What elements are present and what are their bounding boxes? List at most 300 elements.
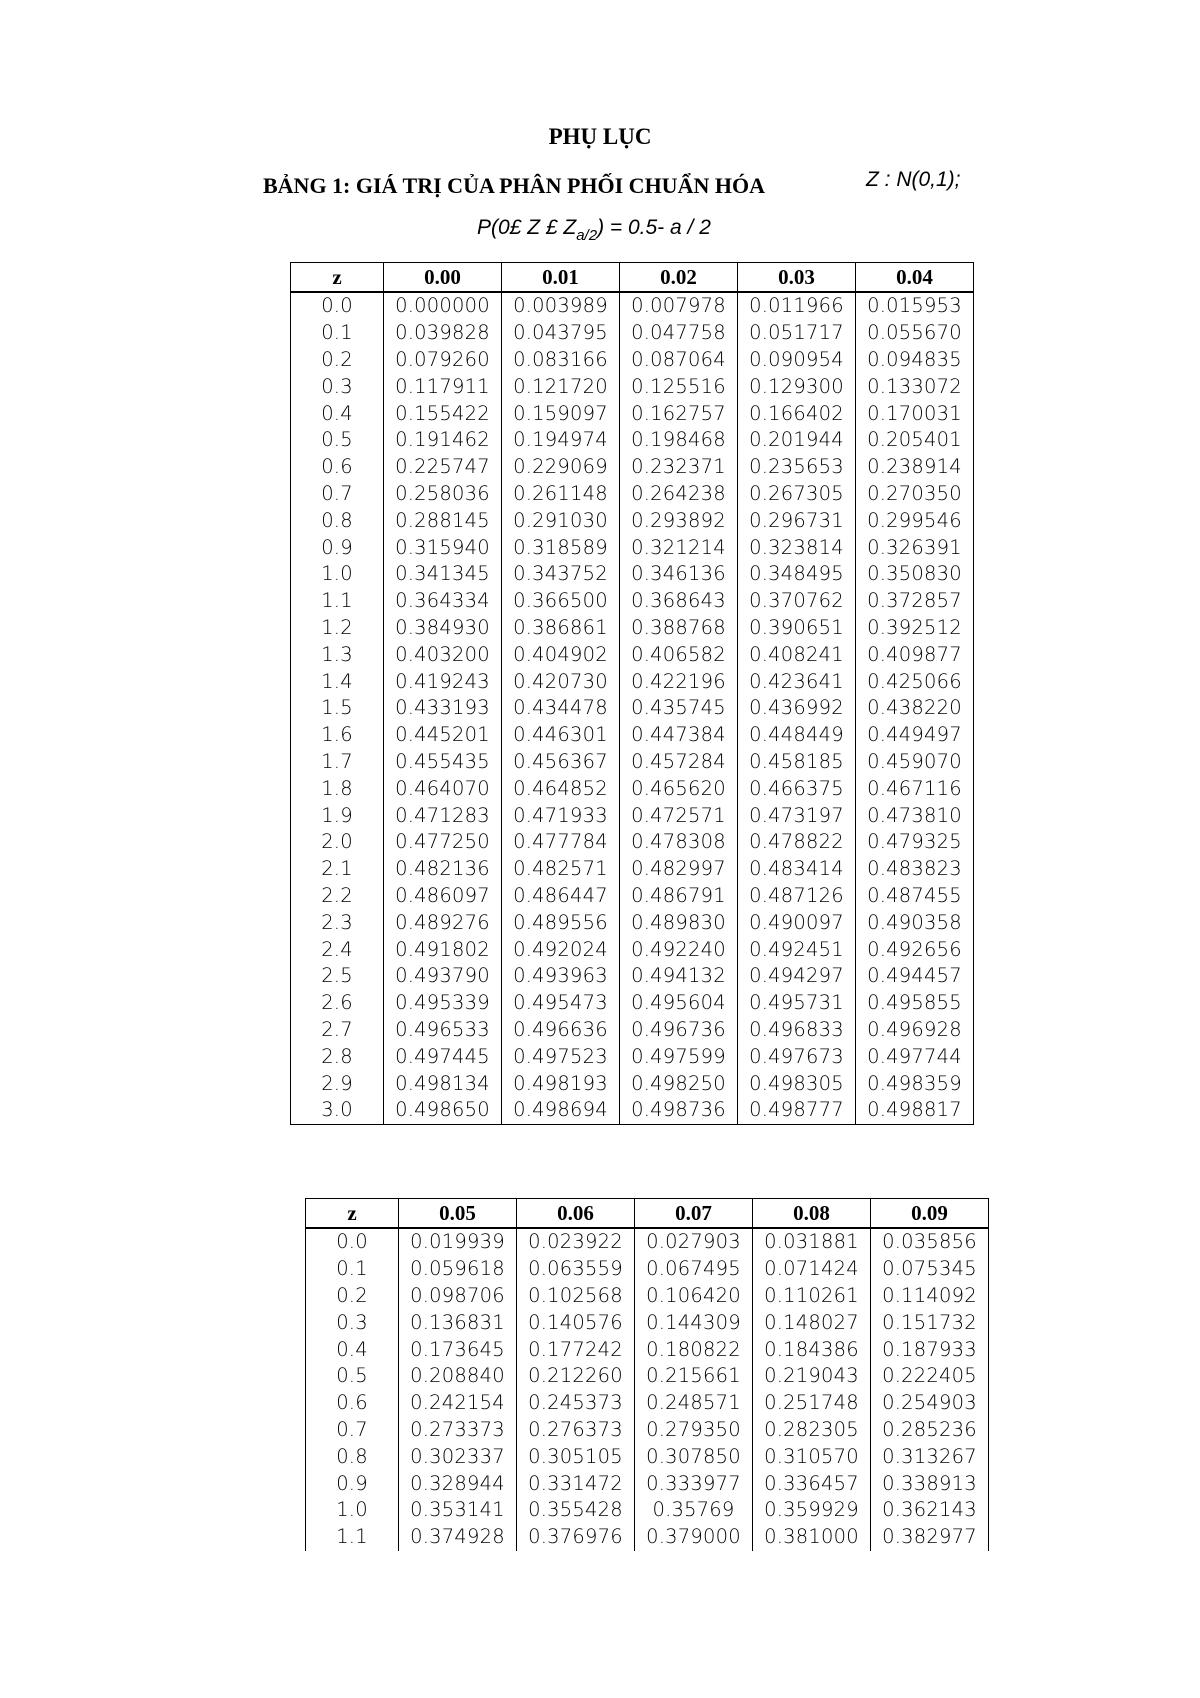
- z-value-cell: 1.6: [291, 722, 384, 749]
- table-row: [291, 963, 974, 990]
- probability-cell: 0.498359: [856, 1070, 974, 1097]
- column-header: 0.08: [753, 1199, 871, 1229]
- table-row: [291, 292, 974, 320]
- probability-cell: 0.238914: [856, 454, 974, 481]
- probability-cell: 0.497599: [620, 1043, 738, 1070]
- table-row: [291, 909, 974, 936]
- probability-cell: 0.498193: [502, 1070, 620, 1097]
- table-row: [306, 1524, 989, 1551]
- probability-cell: 0.419243: [384, 668, 502, 695]
- column-header: 0.06: [517, 1199, 635, 1229]
- table-row: [291, 427, 974, 454]
- probability-cell: 0.267305: [738, 481, 856, 508]
- z-value-cell: 2.7: [291, 1017, 384, 1044]
- probability-cell: 0.098706: [399, 1283, 517, 1310]
- probability-cell: 0.477784: [502, 829, 620, 856]
- probability-cell: 0.477250: [384, 829, 502, 856]
- probability-cell: 0.326391: [856, 534, 974, 561]
- probability-cell: 0.388768: [620, 615, 738, 642]
- probability-cell: 0.273373: [399, 1417, 517, 1444]
- probability-cell: 0.059618: [399, 1256, 517, 1283]
- probability-cell: 0.422196: [620, 668, 738, 695]
- z-table-part-1: [290, 262, 974, 1125]
- z-value-cell: 1.4: [291, 668, 384, 695]
- z-value-cell: 0.7: [306, 1417, 399, 1444]
- probability-cell: 0.471283: [384, 802, 502, 829]
- probability-cell: 0.177242: [517, 1336, 635, 1363]
- probability-cell: 0.498134: [384, 1070, 502, 1097]
- probability-cell: 0.372857: [856, 588, 974, 615]
- table-row: [291, 534, 974, 561]
- z-value-cell: 2.3: [291, 909, 384, 936]
- probability-cell: 0.159097: [502, 400, 620, 427]
- probability-cell: 0.370762: [738, 588, 856, 615]
- z-value-cell: 1.0: [306, 1497, 399, 1524]
- probability-cell: 0.133072: [856, 373, 974, 400]
- table-row: [291, 856, 974, 883]
- probability-cell: 0.483823: [856, 856, 974, 883]
- probability-cell: 0.071424: [753, 1256, 871, 1283]
- z-value-cell: 0.4: [306, 1336, 399, 1363]
- table-row: [291, 829, 974, 856]
- table-row: [306, 1390, 989, 1417]
- probability-cell: 0.323814: [738, 534, 856, 561]
- probability-formula-suffix: ) = 0.5- a / 2: [597, 216, 711, 239]
- probability-cell: 0.379000: [635, 1524, 753, 1551]
- table-row: [291, 1097, 974, 1124]
- probability-cell: 0.194974: [502, 427, 620, 454]
- probability-cell: 0.187933: [871, 1336, 989, 1363]
- probability-cell: 0.166402: [738, 400, 856, 427]
- probability-cell: 0.039828: [384, 320, 502, 347]
- probability-cell: 0.051717: [738, 320, 856, 347]
- probability-cell: 0.366500: [502, 588, 620, 615]
- probability-cell: 0.359929: [753, 1497, 871, 1524]
- probability-cell: 0.248571: [635, 1390, 753, 1417]
- probability-cell: 0.436992: [738, 695, 856, 722]
- probability-cell: 0.496636: [502, 1017, 620, 1044]
- table-row: [291, 454, 974, 481]
- column-header: 0.09: [871, 1199, 989, 1229]
- column-header-z: z: [291, 263, 384, 293]
- table-row: [291, 990, 974, 1017]
- probability-cell: 0.425066: [856, 668, 974, 695]
- probability-cell: 0.279350: [635, 1417, 753, 1444]
- probability-cell: 0.229069: [502, 454, 620, 481]
- probability-cell: 0.251748: [753, 1390, 871, 1417]
- z-value-cell: 0.8: [306, 1443, 399, 1470]
- probability-cell: 0.299546: [856, 507, 974, 534]
- probability-cell: 0.011966: [738, 292, 856, 320]
- probability-cell: 0.310570: [753, 1443, 871, 1470]
- probability-cell: 0.027903: [635, 1228, 753, 1256]
- table-header-row: [291, 263, 974, 293]
- probability-cell: 0.495855: [856, 990, 974, 1017]
- z-value-cell: 2.8: [291, 1043, 384, 1070]
- table-row: [291, 749, 974, 776]
- probability-cell: 0.121720: [502, 373, 620, 400]
- table-row: [291, 588, 974, 615]
- probability-cell: 0.491802: [384, 936, 502, 963]
- column-header-z: z: [306, 1199, 399, 1229]
- table-row: [306, 1256, 989, 1283]
- table-row: [306, 1443, 989, 1470]
- probability-cell: 0.404902: [502, 641, 620, 668]
- probability-cell: 0.482136: [384, 856, 502, 883]
- probability-cell: 0.495473: [502, 990, 620, 1017]
- probability-cell: 0.350830: [856, 561, 974, 588]
- probability-cell: 0.478822: [738, 829, 856, 856]
- probability-cell: 0.409877: [856, 641, 974, 668]
- probability-formula-prefix: P(0£ Z £ Z: [477, 216, 577, 239]
- probability-cell: 0.458185: [738, 749, 856, 776]
- probability-cell: 0.498777: [738, 1097, 856, 1124]
- probability-cell: 0.464852: [502, 775, 620, 802]
- probability-cell: 0.000000: [384, 292, 502, 320]
- probability-cell: 0.285236: [871, 1417, 989, 1444]
- probability-cell: 0.493963: [502, 963, 620, 990]
- z-value-cell: 0.6: [291, 454, 384, 481]
- probability-cell: 0.162757: [620, 400, 738, 427]
- probability-cell: 0.376976: [517, 1524, 635, 1551]
- probability-cell: 0.094835: [856, 347, 974, 374]
- z-value-cell: 2.6: [291, 990, 384, 1017]
- probability-cell: 0.490097: [738, 909, 856, 936]
- probability-cell: 0.355428: [517, 1497, 635, 1524]
- probability-cell: 0.102568: [517, 1283, 635, 1310]
- probability-cell: 0.270350: [856, 481, 974, 508]
- probability-cell: 0.090954: [738, 347, 856, 374]
- probability-cell: 0.472571: [620, 802, 738, 829]
- probability-cell: 0.465620: [620, 775, 738, 802]
- probability-cell: 0.438220: [856, 695, 974, 722]
- probability-cell: 0.007978: [620, 292, 738, 320]
- probability-cell: 0.382977: [871, 1524, 989, 1551]
- probability-cell: 0.125516: [620, 373, 738, 400]
- probability-cell: 0.489556: [502, 909, 620, 936]
- probability-formula: [477, 216, 711, 244]
- probability-cell: 0.408241: [738, 641, 856, 668]
- table-caption: BẢNG 1: GIÁ TRỊ CỦA PHÂN PHỐI CHUẨN HÓA: [263, 173, 765, 198]
- probability-cell: 0.496928: [856, 1017, 974, 1044]
- probability-cell: 0.321214: [620, 534, 738, 561]
- probability-cell: 0.305105: [517, 1443, 635, 1470]
- probability-cell: 0.198468: [620, 427, 738, 454]
- table-row: [291, 668, 974, 695]
- table-row: [291, 802, 974, 829]
- probability-cell: 0.019939: [399, 1228, 517, 1256]
- probability-cell: 0.063559: [517, 1256, 635, 1283]
- column-header: 0.04: [856, 263, 974, 293]
- probability-cell: 0.456367: [502, 749, 620, 776]
- probability-cell: 0.258036: [384, 481, 502, 508]
- probability-cell: 0.110261: [753, 1283, 871, 1310]
- z-value-cell: 1.1: [306, 1524, 399, 1551]
- probability-cell: 0.264238: [620, 481, 738, 508]
- table-row: [291, 1070, 974, 1097]
- probability-cell: 0.315940: [384, 534, 502, 561]
- z-value-cell: 1.3: [291, 641, 384, 668]
- probability-cell: 0.486097: [384, 883, 502, 910]
- z-value-cell: 0.2: [306, 1283, 399, 1310]
- probability-cell: 0.496533: [384, 1017, 502, 1044]
- z-value-cell: 2.9: [291, 1070, 384, 1097]
- probability-cell: 0.055670: [856, 320, 974, 347]
- probability-cell: 0.473810: [856, 802, 974, 829]
- probability-cell: 0.336457: [753, 1470, 871, 1497]
- probability-cell: 0.328944: [399, 1470, 517, 1497]
- probability-cell: 0.219043: [753, 1363, 871, 1390]
- probability-formula-subscript: a/2: [576, 227, 598, 244]
- table-row: [306, 1309, 989, 1336]
- z-value-cell: 0.3: [291, 373, 384, 400]
- z-value-cell: 2.1: [291, 856, 384, 883]
- probability-cell: 0.333977: [635, 1470, 753, 1497]
- probability-cell: 0.406582: [620, 641, 738, 668]
- column-header: 0.03: [738, 263, 856, 293]
- probability-cell: 0.381000: [753, 1524, 871, 1551]
- probability-cell: 0.420730: [502, 668, 620, 695]
- probability-cell: 0.459070: [856, 749, 974, 776]
- probability-cell: 0.067495: [635, 1256, 753, 1283]
- probability-cell: 0.261148: [502, 481, 620, 508]
- probability-cell: 0.467116: [856, 775, 974, 802]
- probability-cell: 0.346136: [620, 561, 738, 588]
- z-value-cell: 0.3: [306, 1309, 399, 1336]
- probability-cell: 0.498817: [856, 1097, 974, 1124]
- column-header: 0.00: [384, 263, 502, 293]
- table-row: [291, 347, 974, 374]
- probability-cell: 0.180822: [635, 1336, 753, 1363]
- probability-cell: 0.170031: [856, 400, 974, 427]
- probability-cell: 0.498250: [620, 1070, 738, 1097]
- probability-cell: 0.482997: [620, 856, 738, 883]
- table-row: [291, 320, 974, 347]
- probability-cell: 0.242154: [399, 1390, 517, 1417]
- probability-cell: 0.435745: [620, 695, 738, 722]
- table-row: [291, 561, 974, 588]
- probability-cell: 0.023922: [517, 1228, 635, 1256]
- z-value-cell: 0.0: [306, 1228, 399, 1256]
- table-row: [291, 481, 974, 508]
- probability-cell: 0.276373: [517, 1417, 635, 1444]
- probability-cell: 0.348495: [738, 561, 856, 588]
- z-value-cell: 1.7: [291, 749, 384, 776]
- table-row: [306, 1228, 989, 1256]
- probability-cell: 0.015953: [856, 292, 974, 320]
- probability-cell: 0.487126: [738, 883, 856, 910]
- probability-cell: 0.390651: [738, 615, 856, 642]
- probability-cell: 0.144309: [635, 1309, 753, 1336]
- probability-cell: 0.083166: [502, 347, 620, 374]
- probability-cell: 0.331472: [517, 1470, 635, 1497]
- table-row: [291, 695, 974, 722]
- probability-cell: 0.318589: [502, 534, 620, 561]
- table-row: [291, 373, 974, 400]
- probability-cell: 0.492451: [738, 936, 856, 963]
- column-header: 0.01: [502, 263, 620, 293]
- probability-cell: 0.498736: [620, 1097, 738, 1124]
- probability-cell: 0.205401: [856, 427, 974, 454]
- probability-cell: 0.494457: [856, 963, 974, 990]
- probability-cell: 0.282305: [753, 1417, 871, 1444]
- table-row: [306, 1336, 989, 1363]
- probability-cell: 0.364334: [384, 588, 502, 615]
- probability-cell: 0.087064: [620, 347, 738, 374]
- z-value-cell: 0.5: [306, 1363, 399, 1390]
- z-value-cell: 0.1: [291, 320, 384, 347]
- probability-cell: 0.155422: [384, 400, 502, 427]
- probability-cell: 0.003989: [502, 292, 620, 320]
- probability-cell: 0.464070: [384, 775, 502, 802]
- probability-cell: 0.075345: [871, 1256, 989, 1283]
- table-row: [291, 722, 974, 749]
- probability-cell: 0.482571: [502, 856, 620, 883]
- probability-cell: 0.338913: [871, 1470, 989, 1497]
- probability-cell: 0.455435: [384, 749, 502, 776]
- probability-cell: 0.079260: [384, 347, 502, 374]
- probability-cell: 0.483414: [738, 856, 856, 883]
- table-row: [306, 1363, 989, 1390]
- probability-cell: 0.117911: [384, 373, 502, 400]
- z-value-cell: 1.0: [291, 561, 384, 588]
- probability-cell: 0.106420: [635, 1283, 753, 1310]
- probability-cell: 0.487455: [856, 883, 974, 910]
- probability-cell: 0.302337: [399, 1443, 517, 1470]
- probability-cell: 0.489276: [384, 909, 502, 936]
- probability-cell: 0.129300: [738, 373, 856, 400]
- probability-cell: 0.496833: [738, 1017, 856, 1044]
- probability-cell: 0.433193: [384, 695, 502, 722]
- probability-cell: 0.497673: [738, 1043, 856, 1070]
- probability-cell: 0.212260: [517, 1363, 635, 1390]
- probability-cell: 0.173645: [399, 1336, 517, 1363]
- probability-cell: 0.136831: [399, 1309, 517, 1336]
- z-table-part-2: [305, 1198, 989, 1551]
- z-value-cell: 1.1: [291, 588, 384, 615]
- probability-cell: 0.245373: [517, 1390, 635, 1417]
- probability-cell: 0.492024: [502, 936, 620, 963]
- probability-cell: 0.486791: [620, 883, 738, 910]
- probability-cell: 0.232371: [620, 454, 738, 481]
- z-value-cell: 2.5: [291, 963, 384, 990]
- probability-cell: 0.343752: [502, 561, 620, 588]
- page-title: PHỤ LỤC: [548, 124, 652, 149]
- probability-cell: 0.235653: [738, 454, 856, 481]
- probability-cell: 0.291030: [502, 507, 620, 534]
- probability-cell: 0.497523: [502, 1043, 620, 1070]
- probability-cell: 0.114092: [871, 1283, 989, 1310]
- table-row: [306, 1283, 989, 1310]
- probability-cell: 0.047758: [620, 320, 738, 347]
- probability-cell: 0.473197: [738, 802, 856, 829]
- table-header-row: [306, 1199, 989, 1229]
- probability-cell: 0.434478: [502, 695, 620, 722]
- probability-cell: 0.423641: [738, 668, 856, 695]
- probability-cell: 0.490358: [856, 909, 974, 936]
- probability-cell: 0.457284: [620, 749, 738, 776]
- table-row: [291, 400, 974, 427]
- probability-cell: 0.494132: [620, 963, 738, 990]
- probability-cell: 0.035856: [871, 1228, 989, 1256]
- probability-cell: 0.446301: [502, 722, 620, 749]
- z-value-cell: 1.2: [291, 615, 384, 642]
- distribution-formula: Z : N(0,1);: [866, 168, 961, 191]
- probability-cell: 0.043795: [502, 320, 620, 347]
- z-value-cell: 0.7: [291, 481, 384, 508]
- probability-cell: 0.208840: [399, 1363, 517, 1390]
- probability-cell: 0.492240: [620, 936, 738, 963]
- probability-cell: 0.201944: [738, 427, 856, 454]
- probability-cell: 0.184386: [753, 1336, 871, 1363]
- z-value-cell: 0.2: [291, 347, 384, 374]
- probability-cell: 0.362143: [871, 1497, 989, 1524]
- probability-cell: 0.498650: [384, 1097, 502, 1124]
- table-row: [291, 615, 974, 642]
- column-header: 0.02: [620, 263, 738, 293]
- z-value-cell: 0.9: [306, 1470, 399, 1497]
- probability-cell: 0.254903: [871, 1390, 989, 1417]
- probability-cell: 0.215661: [635, 1363, 753, 1390]
- probability-cell: 0.384930: [384, 615, 502, 642]
- table-row: [291, 507, 974, 534]
- probability-cell: 0.496736: [620, 1017, 738, 1044]
- probability-cell: 0.293892: [620, 507, 738, 534]
- table-row: [306, 1470, 989, 1497]
- z-value-cell: 0.5: [291, 427, 384, 454]
- probability-cell: 0.313267: [871, 1443, 989, 1470]
- probability-cell: 0.489830: [620, 909, 738, 936]
- probability-cell: 0.403200: [384, 641, 502, 668]
- probability-cell: 0.466375: [738, 775, 856, 802]
- z-value-cell: 3.0: [291, 1097, 384, 1124]
- z-value-cell: 1.8: [291, 775, 384, 802]
- z-value-cell: 0.0: [291, 292, 384, 320]
- probability-cell: 0.486447: [502, 883, 620, 910]
- probability-cell: 0.151732: [871, 1309, 989, 1336]
- probability-cell: 0.494297: [738, 963, 856, 990]
- table-row: [291, 1043, 974, 1070]
- probability-cell: 0.368643: [620, 588, 738, 615]
- probability-cell: 0.498305: [738, 1070, 856, 1097]
- probability-cell: 0.492656: [856, 936, 974, 963]
- probability-cell: 0.35769: [635, 1497, 753, 1524]
- probability-cell: 0.386861: [502, 615, 620, 642]
- z-value-cell: 0.8: [291, 507, 384, 534]
- probability-cell: 0.495731: [738, 990, 856, 1017]
- z-value-cell: 1.5: [291, 695, 384, 722]
- table-row: [306, 1417, 989, 1444]
- z-value-cell: 2.2: [291, 883, 384, 910]
- probability-cell: 0.296731: [738, 507, 856, 534]
- probability-cell: 0.448449: [738, 722, 856, 749]
- probability-cell: 0.374928: [399, 1524, 517, 1551]
- z-value-cell: 0.1: [306, 1256, 399, 1283]
- probability-cell: 0.449497: [856, 722, 974, 749]
- z-value-cell: 0.6: [306, 1390, 399, 1417]
- probability-cell: 0.479325: [856, 829, 974, 856]
- probability-cell: 0.148027: [753, 1309, 871, 1336]
- probability-cell: 0.191462: [384, 427, 502, 454]
- z-value-cell: 0.4: [291, 400, 384, 427]
- probability-cell: 0.478308: [620, 829, 738, 856]
- probability-cell: 0.498694: [502, 1097, 620, 1124]
- table-row: [291, 883, 974, 910]
- z-value-cell: 0.9: [291, 534, 384, 561]
- table-row: [291, 936, 974, 963]
- table-row: [306, 1497, 989, 1524]
- column-header: 0.05: [399, 1199, 517, 1229]
